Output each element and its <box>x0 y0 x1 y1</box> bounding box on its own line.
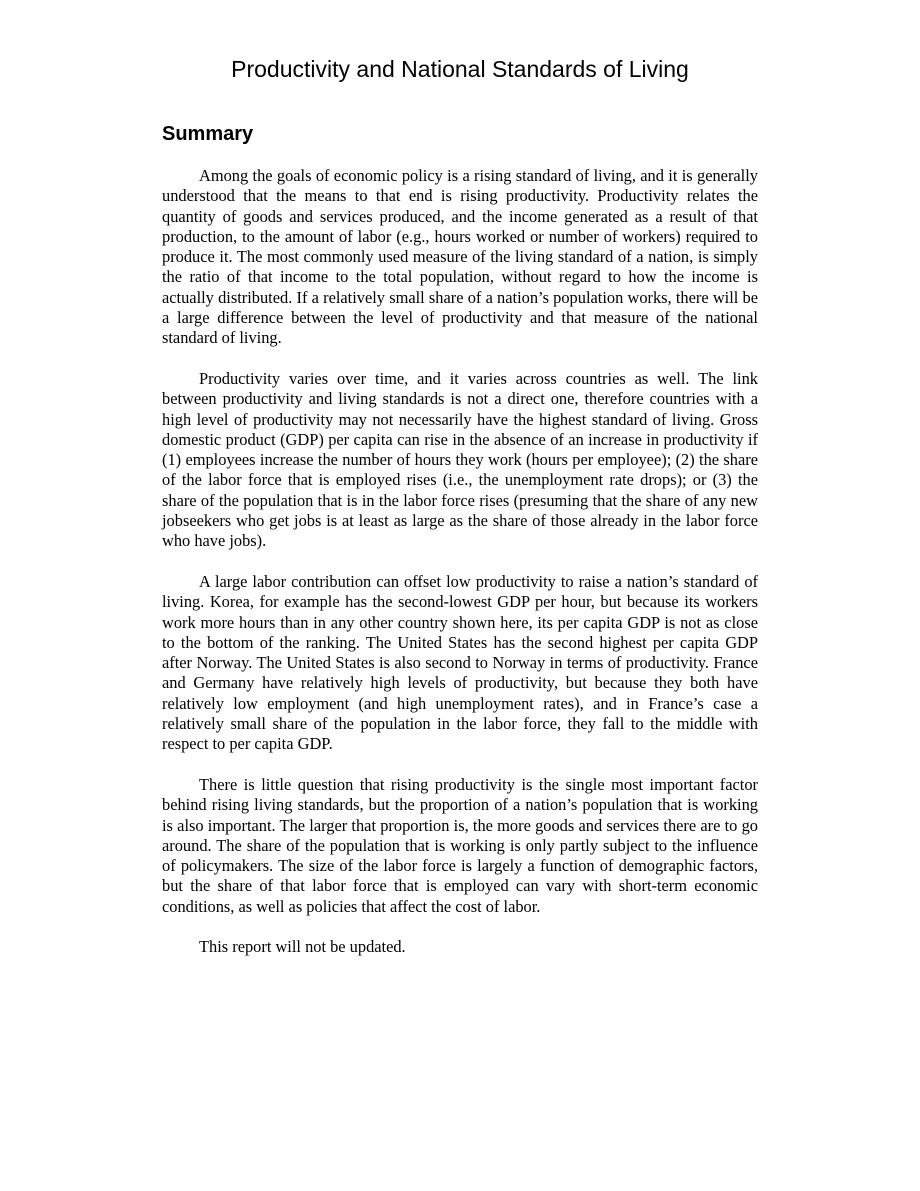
summary-body <box>162 166 758 978</box>
paragraph-rising-productivity: There is little question that rising productivity is the single most important factor behind rising living standards, but the proportion of a nation’s population that is working is also important. The larger that proportion is, the more goods and services there are to go around. The share of the population that is working is only partly subject to the influence of policymakers. The size of the labor force is largely a function of demographic factors, but the share of that labor force that is employed can vary with short-term economic conditions, as well as policies that affect the cost of labor. <box>162 774 758 916</box>
paragraph-productivity-varies: Productivity varies over time, and it varies across countries as well. The link between productivity and living standards is not a direct one, therefore countries with a high level of productivity may not necessarily have the highest standard of living. Gross domestic product (GDP) per capita can rise in the absence of an increase in productivity if (1) employees increase the number of hours they work (hours per employee); (2) the share of the labor force that is employed rises (i.e., the unemployment rate drops); or (3) the share of the population that is in the labor force rises (presuming that the share of any new jobseekers who get jobs is at least as large as the share of those already in the labor force who have jobs). <box>162 368 758 551</box>
paragraph-goals: Among the goals of economic policy is a rising standard of living, and it is generally understood that the means to that end is rising productivity. Productivity relates the quantity of goods and services produced, and the income generated as a result of that production, to the amount of labor (e.g., hours worked or number of workers) required to produce it. The most commonly used measure of the living standard of a nation, is simply the ratio of that income to the total population, without regard to how the income is actually distributed. If a relatively small share of a nation’s population works, there will be a large difference between the level of productivity and that measure of the national standard of living. <box>162 166 758 348</box>
paragraph-labor-contribution: A large labor contribution can offset low productivity to raise a nation’s standard of living. Korea, for example has the second-lowest GDP per hour, but because its workers work more hours than in any other country shown here, its per capita GDP is not as close to the bottom of the ranking. The United States has the second highest per capita GDP after Norway. The United States is also second to Norway in terms of productivity. France and Germany have relatively high levels of productivity, but because they both have relatively low employment (and high unemployment rates), and in France’s case a relatively small share of the population in the labor force, they fall to the middle with respect to per capita GDP. <box>162 571 758 754</box>
paragraph-update-note: This report will not be updated. <box>199 937 406 957</box>
section-heading-summary: Summary <box>162 123 254 145</box>
document-title: Productivity and National Standards of Living <box>231 56 689 82</box>
